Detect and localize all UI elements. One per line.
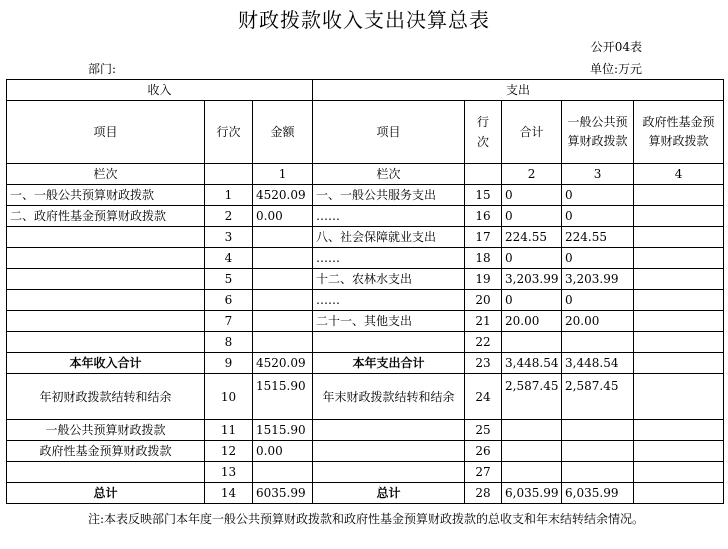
income-amount: 4520.09 bbox=[253, 185, 313, 206]
col-3: 3 bbox=[562, 164, 634, 185]
expense-total: 0 bbox=[502, 248, 562, 269]
expense-total: 0 bbox=[502, 290, 562, 311]
department-label: 部门: bbox=[88, 62, 117, 76]
table-row bbox=[7, 269, 724, 290]
income-amount bbox=[253, 269, 313, 290]
expense-row-no: 25 bbox=[465, 420, 502, 441]
expense-item bbox=[313, 332, 465, 353]
expense-total bbox=[502, 441, 562, 462]
income-item-header: 项目 bbox=[7, 101, 205, 164]
expense-row-no: 21 bbox=[465, 311, 502, 332]
income-row-no: 3 bbox=[205, 227, 253, 248]
expense-general: 0 bbox=[562, 290, 634, 311]
income-item bbox=[7, 248, 205, 269]
general-budget-header: 一般公共预算财政拨款 bbox=[562, 101, 634, 164]
income-row-no: 10 bbox=[205, 374, 253, 420]
expense-total: 20.00 bbox=[502, 311, 562, 332]
header-row-2 bbox=[7, 101, 724, 164]
expense-row-no: 17 bbox=[465, 227, 502, 248]
expense-total: 6,035.99 bbox=[502, 483, 562, 504]
expense-general: 0 bbox=[562, 248, 634, 269]
income-row-no: 4 bbox=[205, 248, 253, 269]
expense-row-no: 15 bbox=[465, 185, 502, 206]
income-row-no: 13 bbox=[205, 462, 253, 483]
expense-general: 6,035.99 bbox=[562, 483, 634, 504]
footnote: 注:本表反映部门本年度一般公共预算财政拨款和政府性基金预算财政拨款的总收支和年末结转结余情况。 bbox=[88, 512, 645, 526]
expense-general: 224.55 bbox=[562, 227, 634, 248]
expense-fund bbox=[634, 420, 724, 441]
expense-fund bbox=[634, 483, 724, 504]
subtotal-row bbox=[7, 353, 724, 374]
table-row bbox=[7, 311, 724, 332]
income-row-no: 5 bbox=[205, 269, 253, 290]
income-row-no: 2 bbox=[205, 206, 253, 227]
income-item bbox=[7, 332, 205, 353]
col-seq-empty bbox=[205, 164, 253, 185]
expense-item bbox=[313, 420, 465, 441]
expense-fund bbox=[634, 311, 724, 332]
income-row-no: 6 bbox=[205, 290, 253, 311]
expense-item: …… bbox=[313, 248, 465, 269]
expense-general bbox=[562, 462, 634, 483]
income-item bbox=[7, 311, 205, 332]
table-row bbox=[7, 332, 724, 353]
expense-item-header: 项目 bbox=[313, 101, 465, 164]
income-amount-header: 金额 bbox=[253, 101, 313, 164]
expense-row-no-header: 行次 bbox=[465, 101, 502, 164]
column-seq-row bbox=[7, 164, 724, 185]
income-item: 一般公共预算财政拨款 bbox=[7, 420, 205, 441]
income-amount bbox=[253, 290, 313, 311]
expense-fund bbox=[634, 269, 724, 290]
expense-general bbox=[562, 420, 634, 441]
expense-general: 20.00 bbox=[562, 311, 634, 332]
expense-general: 3,203.99 bbox=[562, 269, 634, 290]
total-header: 合计 bbox=[502, 101, 562, 164]
exp-col-seq-label: 栏次 bbox=[313, 164, 465, 185]
expense-total: 0 bbox=[502, 206, 562, 227]
expense-row-no: 20 bbox=[465, 290, 502, 311]
table-row bbox=[7, 462, 724, 483]
income-item: 政府性基金预算财政拨款 bbox=[7, 441, 205, 462]
income-row-no: 11 bbox=[205, 420, 253, 441]
expense-fund bbox=[634, 227, 724, 248]
page-title: 财政拨款收入支出决算总表 bbox=[238, 8, 490, 32]
expense-fund bbox=[634, 332, 724, 353]
fund-budget-header: 政府性基金预算财政拨款 bbox=[634, 101, 724, 164]
income-item: 年初财政拨款结转和结余 bbox=[7, 374, 205, 420]
income-amount bbox=[253, 332, 313, 353]
expense-total: 224.55 bbox=[502, 227, 562, 248]
expense-item: 年末财政拨款结转和结余 bbox=[313, 374, 465, 420]
income-amount: 4520.09 bbox=[253, 353, 313, 374]
income-item bbox=[7, 462, 205, 483]
expense-fund bbox=[634, 353, 724, 374]
table-row bbox=[7, 290, 724, 311]
expense-row-no: 24 bbox=[465, 374, 502, 420]
income-row-no: 12 bbox=[205, 441, 253, 462]
table-row bbox=[7, 185, 724, 206]
income-row-no: 7 bbox=[205, 311, 253, 332]
expense-fund bbox=[634, 290, 724, 311]
table-row bbox=[7, 420, 724, 441]
table-row bbox=[7, 441, 724, 462]
expense-item: 一、一般公共服务支出 bbox=[313, 185, 465, 206]
expense-header: 支出 bbox=[313, 80, 724, 101]
col-2: 2 bbox=[502, 164, 562, 185]
table-row bbox=[7, 227, 724, 248]
expense-general: 0 bbox=[562, 185, 634, 206]
income-amount: 1515.90 bbox=[253, 420, 313, 441]
income-subtotal-label: 本年收入合计 bbox=[7, 353, 205, 374]
grand-total-row bbox=[7, 483, 724, 504]
expense-general: 2,587.45 bbox=[562, 374, 634, 420]
expense-item: …… bbox=[313, 206, 465, 227]
income-item bbox=[7, 269, 205, 290]
expense-fund bbox=[634, 185, 724, 206]
income-grand-total-label: 总计 bbox=[7, 483, 205, 504]
col-seq-label: 栏次 bbox=[7, 164, 205, 185]
expense-general bbox=[562, 441, 634, 462]
income-amount bbox=[253, 462, 313, 483]
income-row-no: 1 bbox=[205, 185, 253, 206]
expense-row-no: 28 bbox=[465, 483, 502, 504]
expense-total: 0 bbox=[502, 185, 562, 206]
expense-fund bbox=[634, 374, 724, 420]
income-row-no: 8 bbox=[205, 332, 253, 353]
expense-grand-total-label: 总计 bbox=[313, 483, 465, 504]
expense-fund bbox=[634, 248, 724, 269]
expense-row-no: 26 bbox=[465, 441, 502, 462]
form-number: 公开04表 bbox=[590, 40, 642, 54]
income-amount: 6035.99 bbox=[253, 483, 313, 504]
unit-label: 单位:万元 bbox=[589, 62, 642, 76]
expense-item bbox=[313, 462, 465, 483]
expense-item bbox=[313, 441, 465, 462]
expense-item: 八、社会保障就业支出 bbox=[313, 227, 465, 248]
expense-total bbox=[502, 420, 562, 441]
table-row bbox=[7, 248, 724, 269]
expense-row-no: 27 bbox=[465, 462, 502, 483]
income-amount bbox=[253, 248, 313, 269]
col-4: 4 bbox=[634, 164, 724, 185]
exp-col-seq-empty bbox=[465, 164, 502, 185]
income-row-no: 9 bbox=[205, 353, 253, 374]
expense-subtotal-label: 本年支出合计 bbox=[313, 353, 465, 374]
expense-row-no: 16 bbox=[465, 206, 502, 227]
budget-summary-table bbox=[6, 79, 724, 504]
expense-total: 2,587.45 bbox=[502, 374, 562, 420]
income-row-no-header: 行次 bbox=[205, 101, 253, 164]
expense-general: 3,448.54 bbox=[562, 353, 634, 374]
income-amount: 0.00 bbox=[253, 441, 313, 462]
income-header: 收入 bbox=[7, 80, 313, 101]
income-item: 一、一般公共预算财政拨款 bbox=[7, 185, 205, 206]
header-row-1 bbox=[7, 80, 724, 101]
expense-row-no: 22 bbox=[465, 332, 502, 353]
expense-fund bbox=[634, 441, 724, 462]
table-row bbox=[7, 374, 724, 420]
expense-general bbox=[562, 332, 634, 353]
income-amount: 1515.90 bbox=[253, 374, 313, 420]
expense-row-no: 18 bbox=[465, 248, 502, 269]
col-1: 1 bbox=[253, 164, 313, 185]
expense-fund bbox=[634, 206, 724, 227]
expense-total bbox=[502, 332, 562, 353]
income-amount bbox=[253, 227, 313, 248]
expense-total: 3,203.99 bbox=[502, 269, 562, 290]
expense-general: 0 bbox=[562, 206, 634, 227]
expense-fund bbox=[634, 462, 724, 483]
income-item: 二、政府性基金预算财政拨款 bbox=[7, 206, 205, 227]
table-row bbox=[7, 206, 724, 227]
income-item bbox=[7, 290, 205, 311]
income-row-no: 14 bbox=[205, 483, 253, 504]
expense-total: 3,448.54 bbox=[502, 353, 562, 374]
expense-item: 十二、农林水支出 bbox=[313, 269, 465, 290]
expense-row-no: 23 bbox=[465, 353, 502, 374]
expense-row-no: 19 bbox=[465, 269, 502, 290]
income-amount: 0.00 bbox=[253, 206, 313, 227]
income-item bbox=[7, 227, 205, 248]
expense-item: …… bbox=[313, 290, 465, 311]
income-amount bbox=[253, 311, 313, 332]
expense-total bbox=[502, 462, 562, 483]
expense-item: 二十一、其他支出 bbox=[313, 311, 465, 332]
